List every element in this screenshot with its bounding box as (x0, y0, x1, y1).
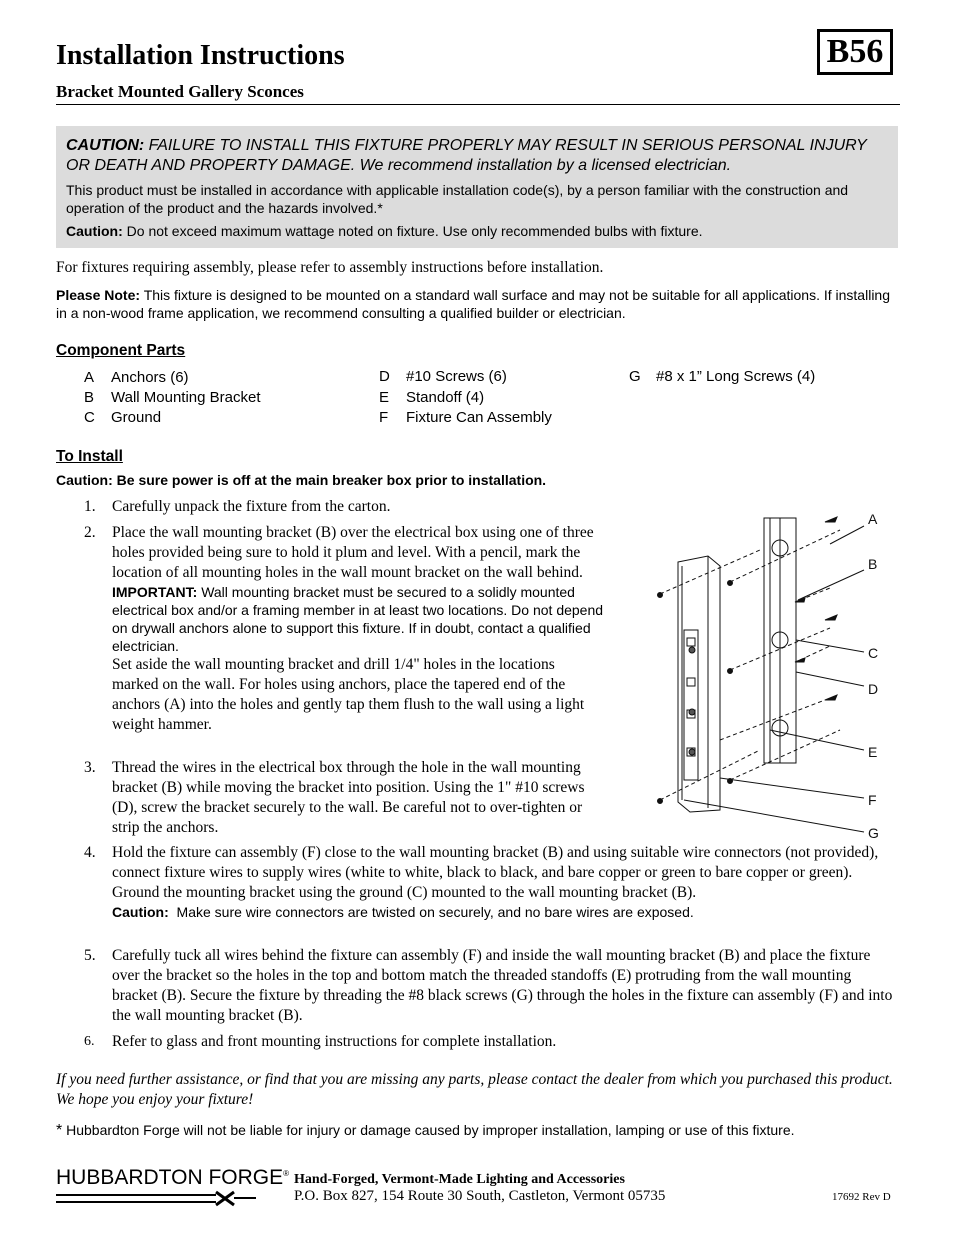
part-letter: E (379, 389, 390, 406)
wattage-caution (66, 222, 886, 240)
please-note-label: Please Note: (56, 287, 141, 303)
disclaimer-star: * (56, 1122, 63, 1139)
wire-caution-label: Caution: (112, 904, 169, 920)
registered-mark: ® (283, 1169, 290, 1178)
disclaimer (56, 1122, 795, 1140)
component-parts-heading: Component Parts (56, 342, 186, 359)
step-body (112, 843, 900, 921)
to-install-heading: To Install (56, 448, 123, 465)
diagram-label-d: D (868, 681, 879, 697)
important-text: Wall mounting bracket must be secured to a solidly mounted electrical box and/or a framing member in at least two locations. Do not depend on drywall anchors alone to support this fixture. If in doubt, contact a qualified electrician. (112, 584, 604, 654)
step-text: Place the wall mounting bracket (B) over the electrical box using one of three holes provided being sure to hold it plum and level. With a pencil, mark the location of all mounting holes in the wall mount bracket on the wall behind. (112, 524, 594, 581)
model-badge: B56 (817, 29, 893, 75)
part-name: Anchors (6) (111, 369, 189, 386)
caution-box (56, 126, 898, 248)
bracket-diagram (620, 500, 900, 845)
install-code-text: This product must be installed in accordance with applicable installation code(s), by a person familiar with the construction and operation of the product and the hazards involved.* (66, 182, 849, 216)
revision-number: 17692 Rev D (832, 1191, 891, 1203)
step-text: Refer to glass and front mounting instructions for complete installation. (112, 1033, 557, 1050)
footer-tagline: Hand-Forged, Vermont-Made Lighting and Accessories (294, 1172, 625, 1187)
diagram-label-c: C (868, 645, 879, 661)
please-note-text: This fixture is designed to be mounted on a standard wall surface and may not be suitable for all applications. If installing in a non-wood frame application, we recommend consulting a qualified builder or electrician. (56, 287, 891, 321)
step-number: 5. (84, 947, 96, 964)
diagram-label-a: A (868, 511, 878, 527)
step-number: 2. (84, 524, 96, 541)
important-label: IMPORTANT: (112, 584, 198, 600)
diagram-label-b: B (868, 556, 878, 572)
intro-text: For fixtures requiring assembly, please refer to assembly instructions before installation. (56, 259, 604, 276)
part-letter: D (379, 368, 390, 385)
caution-text: FAILURE TO INSTALL THIS FIXTURE PROPERLY MAY RESULT IN SERIOUS PERSONAL INJURY OR DEATH AND PROPERTY DAMAGE. We recommend installation by a licensed electrician. (66, 137, 867, 174)
step-number: 1. (84, 498, 96, 515)
diagram-label-e: E (868, 744, 878, 760)
brand-logo (56, 1166, 289, 1190)
part-name: #8 x 1” Long Screws (4) (656, 368, 816, 385)
power-caution: Caution: Be sure power is off at the main breaker box prior to installation. (56, 472, 547, 488)
part-letter: C (84, 409, 95, 426)
logo-underline-icon (56, 1190, 261, 1208)
part-letter: G (629, 368, 641, 385)
part-name: Standoff (4) (406, 389, 485, 406)
part-name: Ground (111, 409, 162, 426)
step-body (112, 523, 604, 735)
page-subtitle: Bracket Mounted Gallery Sconces (56, 82, 304, 101)
brand-logo-text: HUBBARDTON FORGE (56, 1166, 284, 1189)
wire-caution (112, 903, 900, 921)
part-letter: B (84, 389, 95, 406)
step-number: 6. (84, 1034, 95, 1049)
step-number: 4. (84, 844, 96, 861)
diagram-label-g: G (868, 825, 879, 841)
step-text: Carefully tuck all wires behind the fixture can assembly (F) and inside the wall mounting bracket (B) and place the fixture over the bracket so the holes in the top and bottom match the threaded standoffs (E) protruding from the wall mounting bracket (B). Secure the fixture by threading the #8 black screws (G) through the holes in the fixture can assembly (F) and into the wall mounting bracket (B). (112, 947, 893, 1024)
part-name: Fixture Can Assembly (406, 409, 552, 426)
wattage-label: Caution: (66, 223, 123, 239)
step-text-continued: Set aside the wall mounting bracket and drill 1/4" holes in the locations marked on the wall. For holes using anchors, place the tapered end of the anchors (A) into the holes and gently tap them flush to the wall using a light weight hammer. (112, 656, 585, 733)
footer-address: P.O. Box 827, 154 Route 30 South, Castleton, Vermont 05735 (294, 1188, 666, 1204)
part-letter: F (379, 409, 389, 426)
caution-warning (66, 136, 886, 176)
wattage-text: Do not exceed maximum wattage noted on fixture. Use only recommended bulbs with fixture. (126, 223, 703, 239)
part-name: #10 Screws (6) (406, 368, 507, 385)
step-text: Carefully unpack the fixture from the carton. (112, 498, 391, 515)
step-number: 3. (84, 759, 96, 776)
part-name: Wall Mounting Bracket (111, 389, 261, 406)
please-note (56, 286, 896, 322)
diagram-label-f: F (868, 792, 877, 808)
step-text: Thread the wires in the electrical box through the hole in the wall mounting bracket (B) while moving the bracket into position. Using the 1" #10 screws (D), screw the bracket securely to the wall. Be careful not to over-tighten or strip the anchors. (112, 759, 585, 836)
step-text: Hold the fixture can assembly (F) close to the wall mounting bracket (B) and using suitable wire connectors (not provided), connect fixture wires to supply wires (white to white, black to black, and bare copper or green to bare copper or green). Ground the mounting bracket using the ground (C) mounted to the wall mounting bracket (B). (112, 844, 879, 901)
wire-caution-text: Make sure wire connectors are twisted on securely, and no bare wires are exposed. (176, 904, 694, 920)
caution-label: CAUTION: (66, 137, 145, 154)
closing-text: If you need further assistance, or find that you are missing any parts, please contact the dealer from which you purchased this product. We hope you enjoy your fixture! (56, 1071, 893, 1108)
page-title: Installation Instructions (56, 40, 345, 71)
disclaimer-text: Hubbardton Forge will not be liable for injury or damage caused by improper installation, lamping or use of this fixture. (66, 1122, 795, 1138)
header-rule (56, 104, 900, 105)
important-note (112, 583, 604, 655)
part-letter: A (84, 369, 95, 386)
